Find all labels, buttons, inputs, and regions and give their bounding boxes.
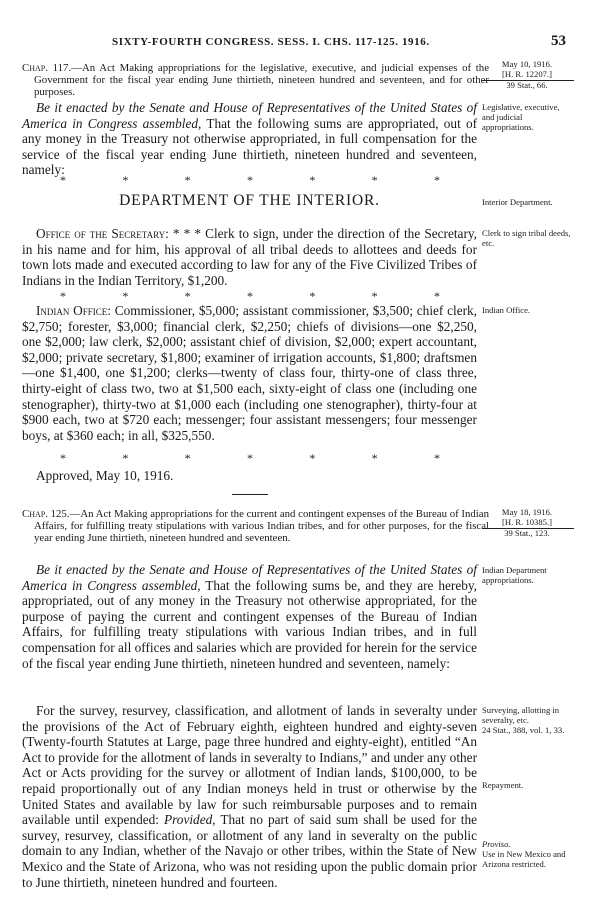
margin-note-indian-office: Indian Office. [482,305,531,315]
office-of-secretary-paragraph [22,226,477,288]
chapter-label: Chap. 117. [22,62,72,74]
survey-text: For the survey, resurvey, classification, and allotment of lands in severalty under the provisions of the Act of February eighth, eighteen hundred and eighty-seven (Twenty-fourth Statutes at Large, page three hundred and eighty-eight), entitled “An Act to provide for the allotment of lands in severalty to Indians,” and under any other Act or Acts providing for the survey or allotment of Indian lands, $100,000, to be repaid proportionally out of any Indian moneys held in trust or otherwise by the United States and available by law for such reimbursable purposes and to remain available until expended: [22,703,477,828]
office-label: Office of the Secretary: [36,226,169,241]
enacting-text: That the following sums be, and they are hereby, appropriated, out of any money in the Treasury not otherwise appropriated, for the purpose of paying the current and contingent expenses of the Bureau of Indian Affairs, for fulfilling treaty stipulations with various Indian tribes, and in full compensation for all offices and salaries which are provided for herein for the service of the fiscal year ending June thirtieth, nineteen hundred and seventeen, namely: [22,577,477,671]
survey-allotment-paragraph [22,703,477,890]
running-title: SIXTY-FOURTH CONGRESS. SESS. I. CHS. 117-125. 1916. [112,36,430,48]
provided-word: Provided, [164,812,216,828]
reference-bill: [H. R. 10385.] [502,516,552,527]
proviso-label: Proviso. [482,839,511,849]
indian-office-label: Indian Office: [36,303,111,318]
margin-note-repayment: Repayment. [482,780,524,790]
margin-note-clerk: Clerk to sign tribal deeds, etc. [482,228,571,248]
margin-note-surveying [482,706,572,735]
reference-bill: [H. R. 12207.] [502,68,552,79]
ellipsis-stars: * * * * * * * [60,451,440,465]
reference-date: May 18, 1916. [501,507,553,517]
chapter-125-reference [482,508,572,538]
surveying-citation: 24 Stat., 388, vol. 1, 33. [482,724,565,735]
page-number: 53 [551,33,566,49]
indian-office-text: Commissioner, $5,000; assistant commissioner, $3,500; chief clerk, $2,750; forester, $3,000; financial clerk, $2,250; chiefs of divisions—one $2,250, one $2,000; law clerk, $2,000; assistant chief of division, $2,000; expert accountant, $2,000; private secretary, $1,800; examiner of irrigation accounts, $1,800; draftsmen—one $1,400, one $1,200; clerks—twenty of class four, thirty-one of class three, thirty-eight of class two, two at $1,500 each, sixty-eight of class one (including one stenographer), thirty-two at $1,000 each (including one stenographer), thirty-four at $900 each, two at $720 each; messenger; four assistant messengers; four messenger boys, at $360 each; in all, $325,550. [22,303,477,443]
approved-line: Approved, May 10, 1916. [36,468,174,483]
reference-date: May 10, 1916. [501,59,553,69]
margin-note-proviso [482,840,572,869]
ellipsis-stars: * * * * * * * [60,289,440,303]
chapter-title-text: —An Act Making appropriations for the current and contingent expenses of the Bureau of Indian Affairs, for fulfilling treaty stipulations with various Indian tribes, and for other purposes, for the fiscal year ending June thirtieth, nineteen hundred and seventeen. [34,508,489,544]
office-text: Clerk to sign, under the direction of the Secretary, in his name and for him, his approval of all tribal deeds to allottees and deeds for town lots made and executed according to law for any of the Five Civilized Tribes of Indians in the Indian Territory, $1,200. [22,226,477,288]
omission-stars: * * * [168,226,206,241]
chapter-title-text: —An Act Making appropriations for the legislative, executive, and judicial expenses of the Government for the fiscal year ending June thirtieth, nineteen hundred and seventeen, and for other purposes. [34,62,489,98]
chapter-125-enacting-clause [22,562,477,671]
department-heading: DEPARTMENT OF THE INTERIOR. [119,192,380,209]
ellipsis-stars: * * * * * * * [60,173,440,187]
chapter-label: Chap. 125. [22,508,70,520]
chapter-117-title [22,62,489,98]
margin-note-legislative: Legislative, executive, and judicial appropriations. [482,102,560,132]
running-header [22,33,568,54]
chapter-125-title [22,508,489,544]
enacting-formula: Be it enacted by the Senate and House of Representatives of the United States of America in Congress assembled, [22,562,477,593]
chapter-117-enacting-clause [22,100,477,178]
proviso-note: Use in New Mexico and Arizona restricted. [482,848,566,869]
surveying-note: Surveying, allotting in severalty, etc. [482,705,560,725]
section-divider [232,494,268,495]
chapter-117-reference [482,60,572,90]
margin-note-interior: Interior Department. [482,197,553,207]
reference-statute: 39 Stat., 123. [504,527,550,538]
indian-office-paragraph [22,303,477,443]
proviso-text: That no part of said sum shall be used for the survey, resurvey, classification, or allotment of any land in severalty on the public domain to any Indian, whether of the Navajo or other tribes, within the State of New Mexico and the State of Arizona, who was not residing upon the public domain prior to June thirtieth, nineteen hundred and fourteen. [22,812,477,890]
enacting-text: That the following sums are appropriated, out of any money in the Treasury not otherwise appropriated, in full compensation for the service of the fiscal year ending June thirtieth, nineteen hundred and seventeen, namely: [22,115,478,178]
enacting-formula: Be it enacted by the Senate and House of Representatives of the United States of America in Congress assembled, [22,100,477,131]
margin-note-indian-department: Indian Department appropriations. [482,565,547,585]
reference-statute: 39 Stat., 66. [506,79,548,90]
